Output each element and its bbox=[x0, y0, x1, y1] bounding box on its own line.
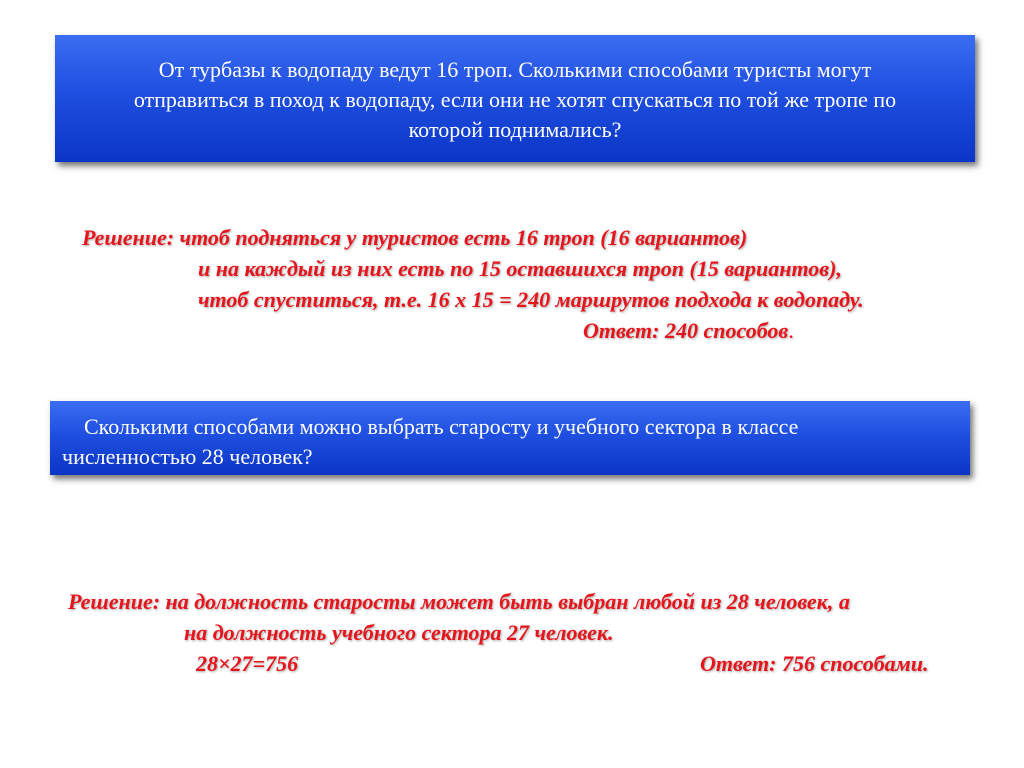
problem-1-box bbox=[55, 35, 975, 162]
solution-2-line-1: Решение: на должность старосты может быть выбран любой из 28 человек, а bbox=[68, 589, 850, 614]
solution-2-answer: Ответ: 756 способами. bbox=[700, 651, 929, 676]
problem-1-line-1: От турбазы к водопаду ведут 16 троп. Сколькими способами туристы могут bbox=[158, 57, 872, 82]
solution-1-answer-line bbox=[583, 316, 794, 346]
problem-2-line-1: Сколькими способами можно выбрать старосту и учебного сектора в классе bbox=[84, 414, 799, 439]
solution-2-calculation: 28×27=756 bbox=[196, 651, 299, 676]
solution-1-answer-period: . bbox=[788, 318, 794, 343]
problem-2-box bbox=[50, 401, 970, 475]
solution-1-line-1: Решение: чтоб подняться у туристов есть 16 троп (16 вариантов) bbox=[82, 225, 748, 250]
solution-2-line-2: на должность учебного сектора 27 человек. bbox=[184, 620, 614, 645]
solution-1-answer: Ответ: 240 способов bbox=[583, 318, 789, 343]
problem-2-line-2: численностью 28 человек? bbox=[62, 444, 313, 469]
problem-1-line-2: отправиться в поход к водопаду, если они не хотят спускаться по той же тропе по bbox=[133, 87, 897, 112]
solution-1-line-3: чтоб спуститься, т.е. 16 х 15 = 240 маршрутов подхода к водопаду. bbox=[198, 287, 864, 312]
problem-1-line-3: которой поднимались? bbox=[408, 117, 622, 142]
solution-1-line-2: и на каждый из них есть по 15 оставшихся троп (15 вариантов), bbox=[198, 256, 842, 281]
